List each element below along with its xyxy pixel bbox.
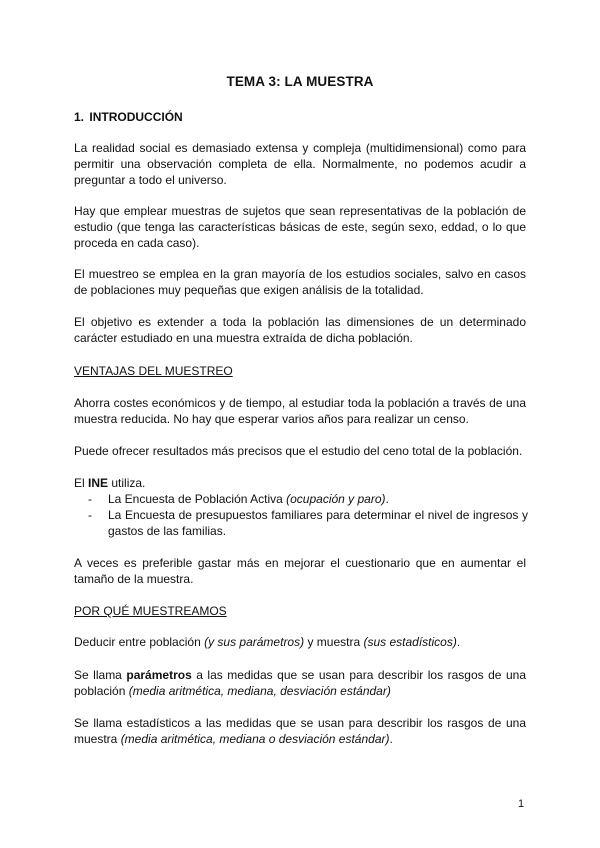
italic-medidas-muestra: (media aritmética, mediana o desviación estándar): [120, 731, 390, 746]
italic-sus-estadisticos: (sus estadísticos): [363, 635, 457, 649]
page-number: 1: [518, 798, 525, 810]
paragraph-cuestionario: A veces es preferible gastar más en mejorar el cuestionario que en aumentar el tamaño de la muestra.: [74, 556, 526, 586]
paragraph-muestreo: El muestreo se emplea en la gran mayoría de los estudios sociales, salvo en casos de poblaciones muy pequeñas que exigen análisis de la totalidad.: [74, 267, 526, 297]
italic-medidas-poblacion: (media aritmética, mediana, desviación estándar): [128, 683, 391, 698]
section-heading-introduccion: [74, 110, 183, 124]
paragraph-ahorra-costes: Ahorra costes económicos y de tiempo, al estudiar toda la población a través de una muestra reducida. No hay que esperar varios años para realizar un censo.: [74, 396, 526, 426]
ine-suffix: utiliza.: [108, 476, 146, 490]
list-item-text: La Encuesta de presupuestos familiares para determinar el nivel de ingresos y gastos de las familias.: [108, 508, 528, 538]
bold-parametros: parámetros: [126, 668, 192, 682]
bullet-dash: -: [88, 492, 92, 506]
list-item-encuesta-poblacion-activa: [88, 492, 528, 508]
italic-sus-parametros: (y sus parámetros): [204, 635, 305, 649]
paragraph-ine: [74, 476, 526, 492]
list-item-encuesta-presupuestos: [88, 508, 528, 540]
paragraph-realidad-social: La realidad social es demasiado extensa y compleja (multidimensional) como para permitir una observación completa de ella. Normalmente, no podemos acudir a preguntar a todo el universo.: [74, 141, 526, 187]
subheading-ventajas: VENTAJAS DEL MUESTREO: [74, 364, 233, 378]
paragraph-estadisticos: Se llama estadísticos a las medidas que se usan para describir los rasgos de una muestra (media aritmética, mediana o desviación estándar).: [74, 716, 526, 746]
bullet-dash: -: [88, 508, 92, 522]
subheading-por-que: POR QUÉ MUESTREAMOS: [74, 604, 227, 618]
ine-acronym: INE: [88, 476, 109, 490]
section-number: 1.: [74, 110, 85, 124]
italic-ocupacion-paro: (ocupación y paro): [286, 492, 386, 506]
paragraph-objetivo: El objetivo es extender a toda la población las dimensiones de un determinado carácter estudiado en una muestra extraída de dicha población.: [74, 315, 526, 345]
list-item-text: La Encuesta de Población Activa (ocupación y paro).: [108, 492, 389, 506]
document-title: TEMA 3: LA MUESTRA: [226, 74, 374, 89]
section-heading-text: INTRODUCCIÓN: [89, 110, 183, 124]
paragraph-resultados-precisos: Puede ofrecer resultados más precisos que el estudio del ceno total de la población.: [74, 444, 523, 458]
ine-prefix: El: [74, 476, 89, 490]
paragraph-deducir: Deducir entre población (y sus parámetros) y muestra (sus estadísticos).: [74, 635, 461, 649]
paragraph-parametros: Se llama parámetros a las medidas que se usan para describir los rasgos de una población (media aritmética, mediana, desviación estándar): [74, 668, 526, 698]
paragraph-muestras: Hay que emplear muestras de sujetos que sean representativas de la población de estudio (que tenga las características básicas de este, según sexo, eddad, o lo que proceda en cada caso).: [74, 204, 526, 250]
